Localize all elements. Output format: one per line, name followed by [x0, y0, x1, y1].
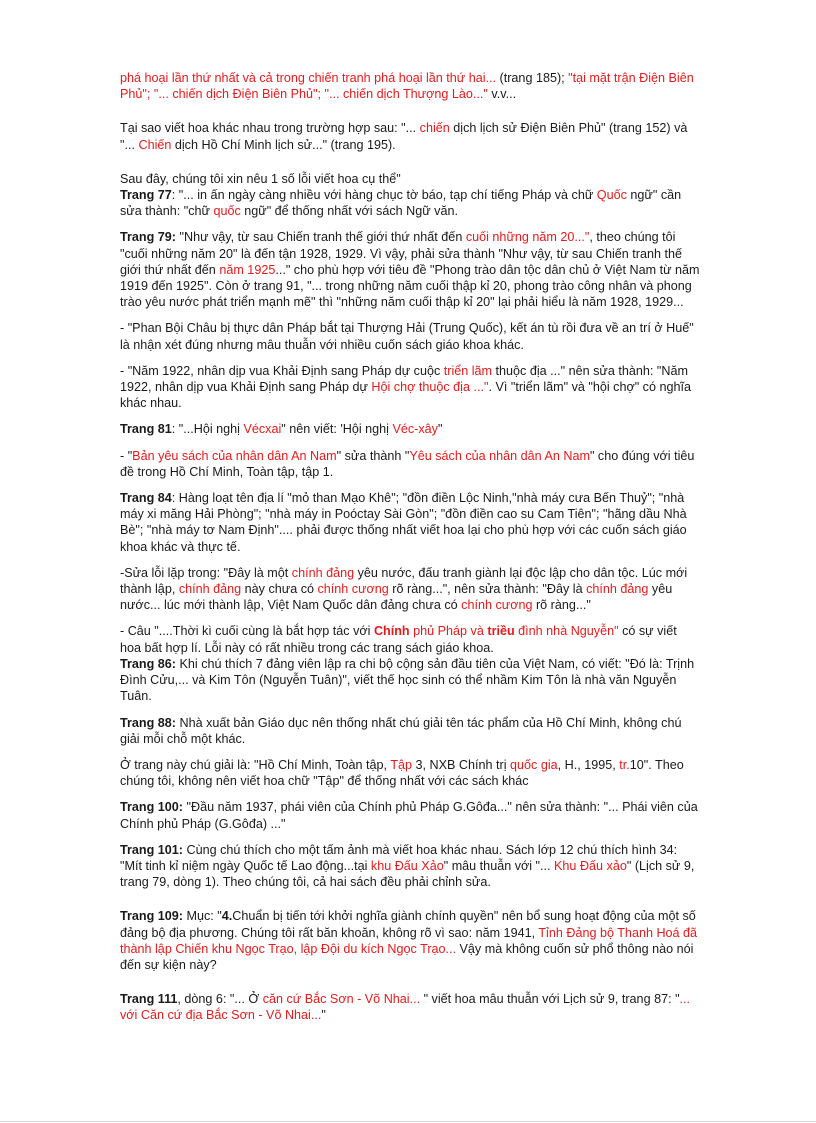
bold-label: Trang 100:	[120, 800, 183, 815]
text-run: thuộc địa ..." nên sửa thành: "Năm 1922, nhân dịp vua Khải Định sang Pháp dự	[120, 363, 688, 395]
text-run: (trang 185);	[496, 71, 569, 85]
highlighted-text: Tập	[390, 757, 413, 772]
text-run: "Đầu năm 1937, phái viên của Chính phủ Pháp G.Gôđa..." nên sửa thành: "... Phái viên của Chính phủ Pháp (G.Gôđa) ..."	[120, 800, 698, 831]
document-body	[120, 70, 700, 1034]
para-list-intro	[120, 171, 700, 187]
highlighted-text: phá hoại lần thứ nhất và cả trong chiến tranh phá hoại lần thứ hai...	[120, 71, 497, 85]
para-trang-101	[120, 842, 700, 891]
highlighted-text: quốc gia	[510, 757, 558, 772]
highlighted-text: tr.	[619, 757, 630, 772]
highlighted-text: cuối những năm 20..."	[465, 230, 590, 245]
text-run: dịch Hồ Chí Minh lịch sử..." (trang 195).	[171, 137, 396, 152]
highlighted-text: năm 1925	[219, 262, 276, 277]
text-run: ..." cho phù hợp với tiêu đề "Phong trào dân tộc dân chủ ở Việt Nam từ năm 1919 đến 1925". Còn ở trang 91, "... trong những năm cuối thập kỉ 20, phong trào công nhân và phong trào yêu nước phát triển mạnh mẽ" thì "những năm cuối thập kỉ 20" lại phải hiểu là năm 1928, 1929...	[120, 262, 700, 310]
para-intro	[120, 70, 700, 102]
para-why	[120, 120, 700, 152]
para-trang-84	[120, 490, 700, 555]
text-run: : "... in ấn ngày càng nhiều với hàng chục tờ báo, tạp chí tiếng Pháp và chữ	[171, 188, 597, 203]
bold-label: Trang 79:	[120, 230, 176, 245]
text-run: Chuẩn bị tiến tới khởi nghĩa giành chính quyền" nên bổ sung hoạt động của một số đảng bộ địa phương. Chúng tôi rất băn khoăn, không rõ vì sao: năm 1941,	[120, 909, 696, 940]
highlighted-text: Véc-xây	[392, 422, 438, 437]
text-run: ngữ" cần sửa thành: "chữ	[120, 188, 682, 219]
text-run: Nhà xuất bản Giáo dục nên thống nhất chú giải tên tác phẩm của Hồ Chí Minh, không chú giải mỗi chỗ một khác.	[120, 715, 682, 746]
highlighted-text: triều	[487, 624, 515, 639]
text-run: v.v...	[487, 87, 517, 102]
bold-label: 4.	[221, 909, 233, 924]
text-run: Ở trang này chú giải là: "Hồ Chí Minh, Toàn tập,	[120, 757, 391, 772]
bold-label: Trang 77	[120, 188, 172, 203]
highlighted-text: Bản yêu sách của nhân dân An Nam	[132, 448, 337, 463]
para-phan-boi-chau	[120, 320, 700, 352]
bold-label: Trang 86:	[120, 656, 176, 671]
highlighted-text: Khu Đấu xảo	[554, 858, 627, 873]
text-run: , theo chúng tôi "cuối những năm 20" là đến tận 1928, 1929. Vì vậy, phải sửa thành "Như vậy, từ sau Chiến tranh thế giới thứ nhất đến	[120, 230, 682, 277]
highlighted-text: Yêu sách của nhân dân An Nam	[409, 448, 590, 463]
highlighted-text: Tỉnh Đảng bộ Thanh Hoá đã thành lập Chiến khu Ngọc Trạo, lập Đội du kích Ngọc Trạo...	[120, 925, 698, 956]
text-run: này chưa có	[241, 582, 318, 597]
highlighted-text: Hội chợ thuộc địa ..."	[371, 380, 489, 395]
para-trang-88	[120, 715, 700, 747]
highlighted-text: chính đảng	[178, 582, 242, 597]
highlighted-text: triển lãm	[443, 363, 493, 378]
text-run: 3, NXB Chính trị	[412, 757, 511, 772]
text-run: yêu nước, đấu tranh giành lại độc lập cho dân tộc. Lúc mới thành lập,	[120, 565, 688, 597]
para-ban-yeu-sach	[120, 448, 700, 480]
bold-label: Trang 88:	[120, 715, 176, 730]
text-run: : Hàng loạt tên địa lí "mỏ than Mạo Khê"; "đồn điền Lộc Ninh,"nhà máy cưa Bến Thuỷ"; "nhà máy xi măng Hải Phòng"; "nhà máy in Poóctay Sài Gòn"; "đồn điền cao su Cam Tiên"; "hãng dầu Nhà Bè"; "nhà máy tơ Nam Định".... phải được thống nhất viết hoa lại cho phù hợp với các cuốn sách giáo khoa khác và thực tế.	[120, 491, 687, 554]
text-run: " mâu thuẫn với "...	[443, 858, 555, 873]
text-run: "	[321, 1008, 326, 1023]
highlighted-text: "tại mặt trận Điện Biên Phủ"; "... chiến dịch Điện Biên Phủ"; "... chiến dịch Thượng Lào..."	[120, 71, 694, 102]
text-run: Vậy mà không cuốn sử phổ thông nào nói đến sự kiện này?	[120, 941, 694, 972]
para-o-trang-nay	[120, 757, 700, 789]
para-trang-111	[120, 991, 700, 1023]
highlighted-text: Chính	[373, 624, 410, 639]
text-run: - "Năm 1922, nhân dịp vua Khải Định sang Pháp dự cuộc	[120, 363, 444, 378]
highlighted-text: chính cương	[461, 598, 533, 613]
text-run: "	[437, 422, 443, 437]
highlighted-text: ... với Căn cứ địa Bắc Sơn - Võ Nhai...	[120, 992, 691, 1023]
text-run: ngữ" để thống nhất với sách Ngữ văn.	[240, 204, 458, 219]
para-trang-100	[120, 799, 700, 831]
text-run: " nên viết: 'Hội nghị	[281, 422, 393, 437]
text-run: Sau đây, chúng tôi xin nêu 1 số lỗi viết hoa cụ thể"	[120, 171, 401, 186]
text-run: . Vì "triển lãm" và "hội chợ" có nghĩa khác nhau.	[120, 380, 691, 411]
text-run: - "	[120, 448, 133, 463]
para-trang-81	[120, 421, 700, 437]
text-run: rõ ràng..."	[532, 598, 591, 613]
highlighted-text: chính đảng	[291, 565, 355, 580]
text-run: -Sửa lỗi lặp trong: "Đây là một	[120, 565, 292, 580]
highlighted-text: Chiến	[138, 137, 172, 152]
para-trang-86	[120, 656, 700, 705]
text-run: " sửa thành "	[336, 448, 410, 463]
text-run: " cho đúng với tiêu đề trong Hồ Chí Minh, Toàn tập, tập 1.	[120, 448, 695, 479]
highlighted-text: Vécxai	[243, 422, 282, 437]
para-trang-79	[120, 229, 700, 310]
highlighted-text: đình nhà Nguyễn"	[514, 624, 619, 639]
highlighted-text: Quốc	[596, 188, 627, 203]
text-run: - "Phan Bội Châu bị thực dân Pháp bắt tại Thượng Hải (Trung Quốc), kết án tù rồi đưa về an trí ở Huế" là nhận xét đúng nhưng mâu thuẫn với nhiều cuốn sách giáo khoa khác.	[120, 321, 694, 352]
highlighted-text: quốc	[213, 204, 241, 219]
para-trang-109	[120, 908, 700, 973]
text-run: - Câu "....Thời kì cuối cùng là bắt hợp tác với	[120, 624, 374, 639]
text-run: Mục: "	[183, 909, 222, 924]
bold-label: Trang 84	[120, 491, 172, 506]
text-run: yêu nước... lúc mới thành lập, Việt Nam Quốc dân đảng chưa có	[120, 582, 673, 613]
text-run: có sự viết hoa bất hợp lí. Lỗi này có rất nhiều trong các trang sách giáo khoa.	[120, 624, 677, 655]
text-run: rõ ràng...", nên sửa thành: "Đây là	[388, 582, 587, 597]
page-bottom-rule	[0, 1121, 816, 1122]
text-run: Cùng chú thích cho một tấm ảnh mà viết hoa khác nhau. Sách lớp 12 chú thích hình 34: "Mít tinh kỉ niệm ngày Quốc tế Lao động...tại	[120, 842, 678, 873]
para-trang-77	[120, 187, 700, 219]
highlighted-text: căn cứ Bắc Sơn - Võ Nhai...	[262, 992, 421, 1007]
text-run: Tại sao viết hoa khác nhau trong trường hợp sau: "...	[120, 121, 420, 136]
text-run: Khi chú thích 7 đảng viên lập ra chi bộ cộng sản đầu tiên của Việt Nam, có viết: "Đó là: Trịnh Đình Cửu,... và Kim Tôn (Nguyễn Tuân)", viết thế học sinh có thể nhầm Kim Tôn là nhà văn Nguyễn Tuân.	[120, 656, 695, 704]
text-run: "Như vậy, từ sau Chiến tranh thế giới thứ nhất đến	[176, 230, 466, 245]
para-cau	[120, 623, 700, 655]
highlighted-text: chiến	[419, 121, 450, 136]
bold-label: Trang 101:	[120, 842, 183, 857]
bold-label: Trang 81	[120, 422, 172, 437]
highlighted-text: phủ Pháp và	[409, 624, 488, 639]
highlighted-text: chính cương	[317, 582, 389, 597]
text-run: " viết hoa mâu thuẫn với Lịch sử 9, trang 87: "	[420, 992, 680, 1007]
para-lap-trong	[120, 565, 700, 614]
highlighted-text: chính đảng	[586, 582, 649, 597]
text-run: " (Lịch sử 9, trang 79, dòng 1). Theo chúng tôi, cả hai sách đều phải chỉnh sửa.	[120, 858, 695, 890]
text-run: , H., 1995,	[557, 757, 620, 772]
text-run: : "...Hội nghị	[171, 422, 244, 437]
para-nam-1922	[120, 363, 700, 412]
bold-label: Trang 109:	[120, 909, 183, 924]
text-run: , dòng 6: "... Ở	[177, 992, 263, 1007]
bold-label: Trang 111	[120, 992, 178, 1007]
text-run: dịch lịch sử Điện Biên Phủ" (trang 152) và "...	[120, 121, 688, 152]
text-run: 10". Theo chúng tôi, không nên viết hoa chữ "Tập" để thống nhất với các sách khác	[120, 757, 684, 789]
highlighted-text: khu Đấu Xảo	[370, 858, 444, 873]
